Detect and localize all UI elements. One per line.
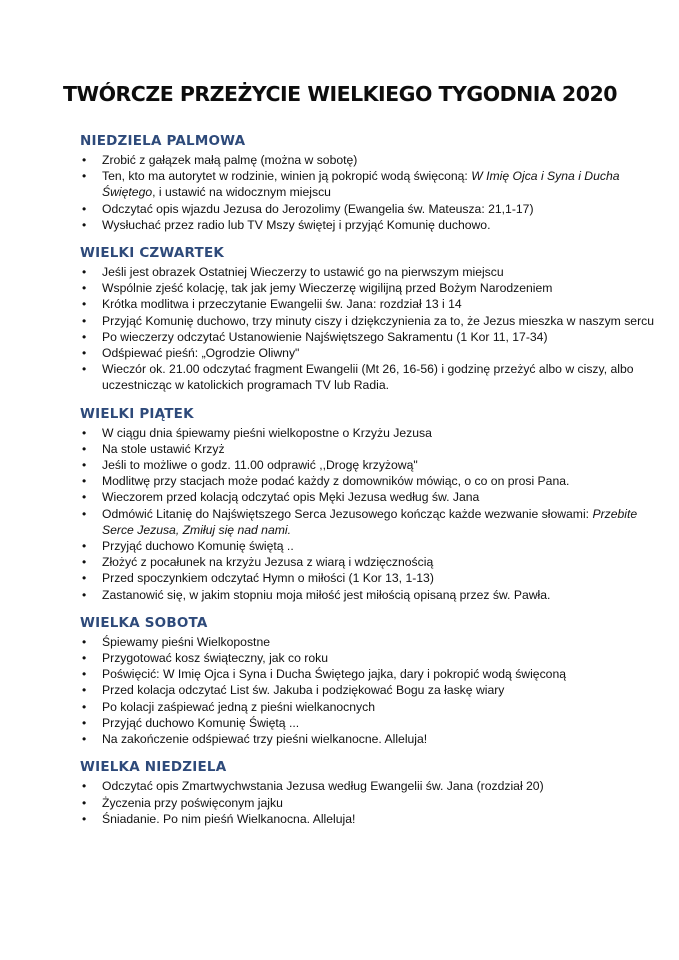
item-list [80, 634, 655, 747]
item-list [80, 425, 655, 603]
list-item: • Śniadanie. Po nim pieśń Wielkanocna. Alleluja! [80, 811, 655, 827]
list-item: • Odczytać opis wjazdu Jezusa do Jerozolimy (Ewangelia św. Mateusza: 21,1-17) [80, 201, 655, 217]
list-item: • Przyjąć Komunię duchowo, trzy minuty ciszy i dziękczynienia za to, że Jezus mieszka w naszym sercu [80, 313, 655, 329]
list-item: • Wspólnie zjeść kolację, tak jak jemy Wieczerzę wigilijną przed Bożym Narodzeniem [80, 280, 655, 296]
italic-phrase: Przebite Serce Jezusa, Zmiłuj się nad nami. [102, 506, 638, 537]
list-item: • Złożyć z pocałunek na krzyżu Jezusa z wiarą i wdzięcznością [80, 554, 655, 570]
list-item: • Ten, kto ma autorytet w rodzinie, winien ją pokropić wodą święconą: W Imię Ojca i Syna i Ducha Świętego, i ustawić na widocznym miejscu [80, 168, 655, 200]
list-item: • Jeśli to możliwe o godz. 11.00 odprawić ,,Drogę krzyżową" [80, 457, 655, 473]
list-item: • Śpiewamy pieśni Wielkopostne [80, 634, 655, 650]
list-item: • Wysłuchać przez radio lub TV Mszy świętej i przyjąć Komunię duchowo. [80, 217, 655, 233]
list-item: • Krótka modlitwa i przeczytanie Ewangelii św. Jana: rozdział 13 i 14 [80, 296, 655, 312]
list-item: • Poświęcić: W Imię Ojca i Syna i Ducha Świętego jajka, dary i pokropić wodą święconą [80, 666, 655, 682]
list-item: • Na zakończenie odśpiewać trzy pieśni wielkanocne. Alleluja! [80, 731, 655, 747]
list-item: • Przyjąć duchowo Komunię Świętą ... [80, 715, 655, 731]
section-easter-sunday [80, 759, 655, 827]
section-heading: WIELKI CZWARTEK [80, 245, 225, 262]
italic-phrase: W Imię Ojca i Syna i Ducha Świętego [102, 169, 620, 200]
list-item: • Na stole ustawić Krzyż [80, 441, 655, 457]
list-item: • Przed spoczynkiem odczytać Hymn o miłości (1 Kor 13, 1-13) [80, 570, 655, 586]
list-item: • Modlitwę przy stacjach może podać każdy z domowników mówiąc, o co on prosi Pana. [80, 473, 655, 489]
list-item: • Odśpiewać pieśń: „Ogrodzie Oliwny" [80, 345, 655, 361]
section-holy-thursday [80, 245, 655, 394]
list-item: • Odmówić Litanię do Najświętszego Serca Jezusowego kończąc każde wezwanie słowami: Przebite Serce Jezusa, Zmiłuj się nad nami. [80, 506, 655, 538]
section-heading: WIELKI PIĄTEK [80, 405, 194, 422]
section-holy-saturday [80, 615, 655, 747]
document-title: TWÓRCZE PRZEŻYCIE WIELKIEGO TYGODNIA 2020 [63, 82, 617, 106]
list-item: • Wieczór ok. 21.00 odczytać fragment Ewangelii (Mt 26, 16-56) i godzinę przeżyć albo w ciszy, albo uczestnicząc w katolickich programach TV lub Radia. [80, 361, 655, 393]
list-item: • W ciągu dnia śpiewamy pieśni wielkopostne o Krzyżu Jezusa [80, 425, 655, 441]
section-heading: WIELKA SOBOTA [80, 614, 208, 631]
list-item: • Wieczorem przed kolacją odczytać opis Męki Jezusa według św. Jana [80, 489, 655, 505]
list-item: • Po kolacji zaśpiewać jedną z pieśni wielkanocnych [80, 699, 655, 715]
section-good-friday [80, 406, 655, 603]
list-item: • Przygotować kosz świąteczny, jak co roku [80, 650, 655, 666]
section-heading: WIELKA NIEDZIELA [80, 759, 227, 776]
section-heading: NIEDZIELA PALMOWA [80, 133, 246, 149]
list-item: • Po wieczerzy odczytać Ustanowienie Najświętszego Sakramentu (1 Kor 11, 17-34) [80, 329, 655, 345]
item-list [80, 152, 655, 233]
list-item: • Zrobić z gałązek małą palmę (można w sobotę) [80, 152, 655, 168]
list-item: • Jeśli jest obrazek Ostatniej Wieczerzy to ustawić go na pierwszym miejscu [80, 264, 655, 280]
section-palm-sunday [80, 133, 655, 233]
list-item: • Przed kolacja odczytać List św. Jakuba i podziękować Bogu za łaskę wiary [80, 682, 655, 698]
list-item: • Odczytać opis Zmartwychwstania Jezusa według Ewangelii św. Jana (rozdział 20) [80, 778, 655, 794]
list-item: • Życzenia przy poświęconym jajku [80, 795, 655, 811]
item-list [80, 264, 655, 394]
list-item: • Zastanowić się, w jakim stopniu moja miłość jest miłością opisaną przez św. Pawła. [80, 587, 655, 603]
item-list [80, 778, 655, 827]
list-item: • Przyjąć duchowo Komunię świętą .. [80, 538, 655, 554]
